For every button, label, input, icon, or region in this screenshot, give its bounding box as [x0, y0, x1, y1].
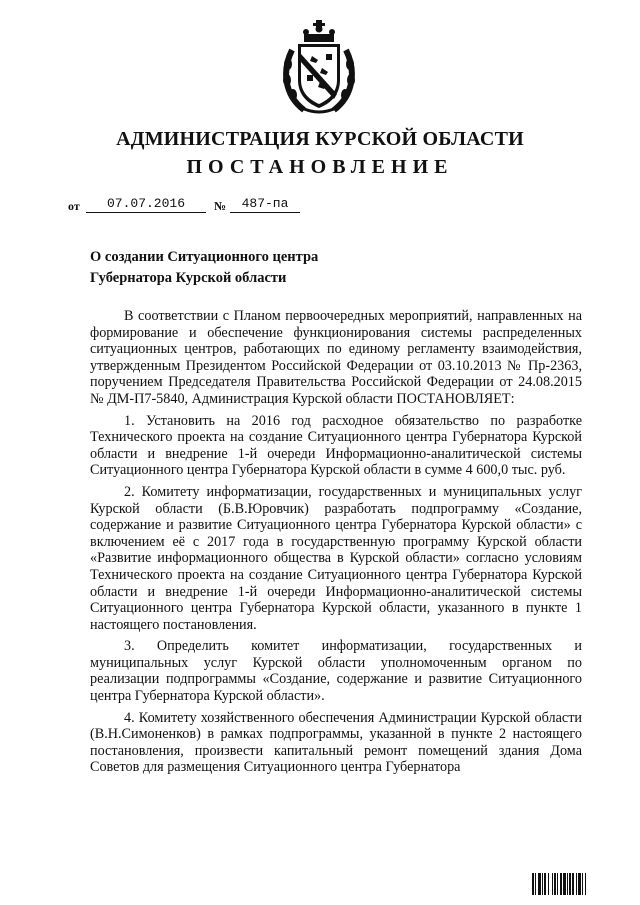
- date-value: 07.07.2016: [86, 196, 206, 213]
- paragraph-item-1: 1. Установить на 2016 год расходное обязательство по разработке Технического проекта на создание Ситуационного центра Губернатора Курской области и внедрение 1-й очереди Информационно-аналитической системы Ситуационного центра Губернатора Курской области в сумме 4 600,0 тыс. руб.: [90, 412, 582, 479]
- document-body: [90, 308, 582, 781]
- subject-line: Губернатора Курской области: [90, 270, 287, 286]
- barcode-icon: [532, 873, 622, 895]
- document-subject: [90, 247, 318, 289]
- number-label: №: [214, 199, 227, 213]
- date-label: от: [68, 199, 80, 213]
- paragraph-item-4: 4. Комитету хозяйственного обеспечения Администрации Курской области (В.Н.Симоненков) в рамках подпрограммы, указанной в пункте 2 настоящего постановления, произвести капитальный ремонт помещений здания Дома Советов для размещения Ситуационного центра Губернатора: [90, 709, 582, 776]
- document-type-title: ПОСТАНОВЛЕНИЕ: [186, 156, 454, 178]
- paragraph-item-2: 2. Комитету информатизации, государственных и муниципальных услуг Курской области (Б.В.Юровчик) разработать подпрограмму «Создание, содержание и развитие Ситуационного центра Губернатора Курской области» с включением её с 2017 года в государственную программу Курской области «Развитие информационного общества в Курской области» согласно условиям Технического проекта на создание Ситуационного центра Губернатора Курской области и внедрение 1-й очереди Информационно-аналитической системы Ситуационного центра Губернатора Курской области, указанного в пункте 1 настоящего постановления.: [90, 483, 582, 633]
- document-meta: [68, 196, 468, 216]
- paragraph-preamble: В соответствии с Планом первоочередных мероприятий, направленных на формирование и обеспечение функционирования системы распределенных ситуационных центров, работающих по единому регламенту взаимодействия, утвержденным Президентом Российской Федерации от 03.10.2013 № Пр-2363, поручением Председателя Правительства Российской Федерации от 24.08.2015 № ДМ-П7-5840, Администрация Курской области ПОСТАНОВЛЯЕТ:: [90, 308, 582, 407]
- organization-title: АДМИНИСТРАЦИЯ КУРСКОЙ ОБЛАСТИ: [116, 128, 524, 150]
- subject-line: О создании Ситуационного центра: [90, 249, 319, 265]
- number-value: 487-па: [230, 196, 300, 213]
- paragraph-item-3: 3. Определить комитет информатизации, государственных и муниципальных услуг Курской области уполномоченным органом по реализации подпрограммы «Создание, содержание и развитие Ситуационного центра Губернатора Курской области».: [90, 638, 582, 705]
- coat-of-arms-icon: [282, 20, 356, 116]
